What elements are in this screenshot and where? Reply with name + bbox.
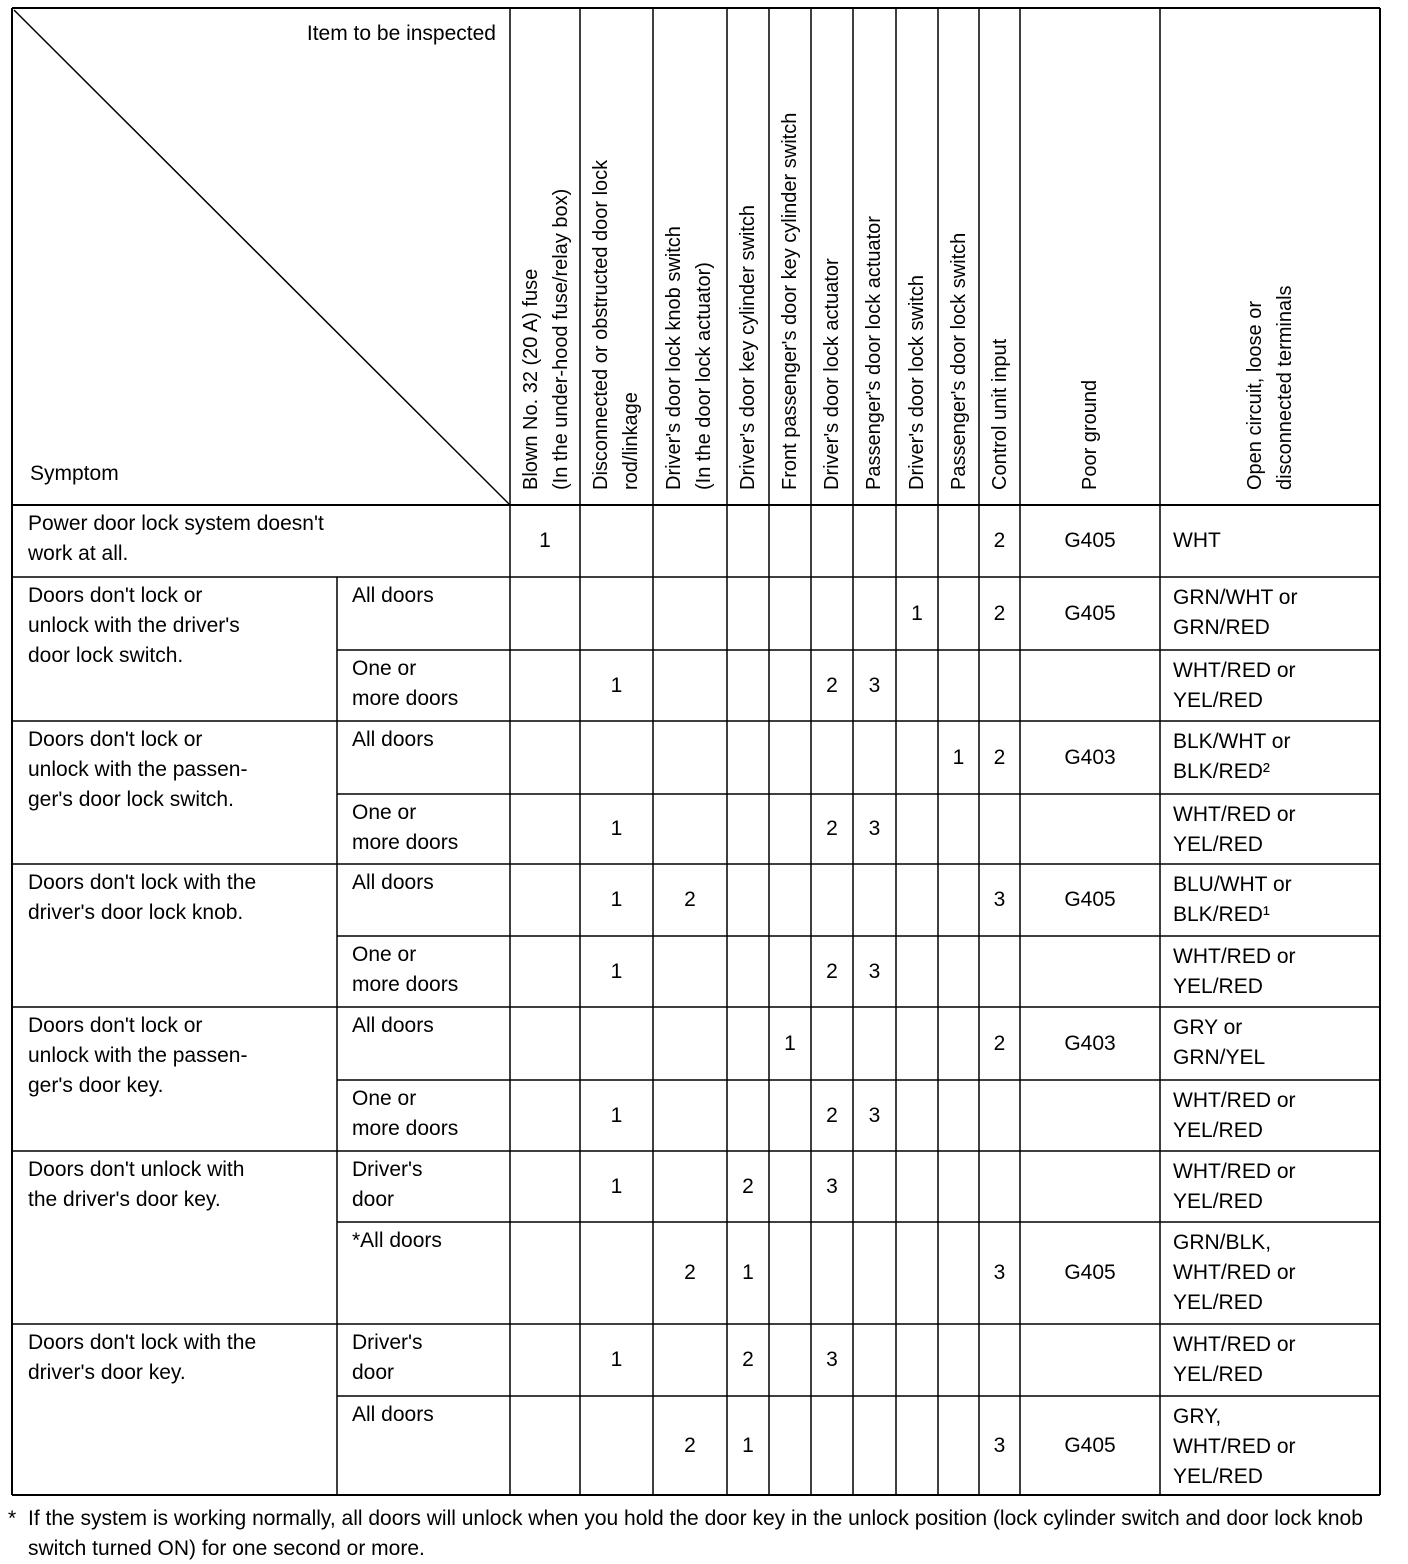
- column-header: Disconnected or obstructed door lock rod/linkage: [590, 159, 642, 490]
- header-diagonal: [14, 10, 510, 505]
- priority-value: 2: [684, 1261, 696, 1284]
- terminals-cell: WHT/RED or YEL/RED: [1173, 659, 1296, 712]
- priority-value: 1: [610, 888, 623, 911]
- priority-value: 3: [826, 1174, 838, 1198]
- ground-value: G405: [1064, 1433, 1116, 1457]
- condition-cell: Driver's door: [352, 1331, 423, 1384]
- terminals-cell: WHT/RED or YEL/RED: [1173, 945, 1296, 998]
- priority-value: 2: [993, 1031, 1006, 1055]
- symptom-cell: Doors don't lock or unlock with the passen- ger's door lock switch.: [28, 728, 248, 811]
- condition-cell: *All doors: [352, 1229, 442, 1252]
- terminals-cell: GRN/BLK, WHT/RED or YEL/RED: [1173, 1231, 1296, 1314]
- priority-value: 1: [539, 529, 551, 552]
- terminals-cell: BLU/WHT or BLK/RED¹: [1173, 873, 1292, 926]
- priority-value: 2: [993, 601, 1006, 625]
- priority-value: 3: [868, 673, 881, 697]
- symptom-cell: Power door lock system doesn't work at all.: [28, 512, 324, 565]
- ground-value: G405: [1064, 601, 1116, 625]
- symptom-cell: Doors don't unlock with the driver's door key.: [28, 1158, 245, 1211]
- footnote-marker: *: [8, 1507, 17, 1530]
- priority-value: 3: [868, 817, 881, 840]
- priority-value: 1: [610, 1174, 623, 1198]
- terminals-cell: WHT/RED or YEL/RED: [1173, 1333, 1296, 1386]
- condition-cell: One or more doors: [352, 801, 459, 854]
- priority-value: 1: [952, 745, 965, 769]
- priority-value: 2: [826, 1103, 838, 1127]
- column-header: Driver's door lock actuator: [821, 258, 843, 490]
- priority-value: 3: [993, 1433, 1006, 1457]
- column-header: Control unit input: [989, 338, 1011, 490]
- priority-value: 3: [826, 1348, 838, 1371]
- ground-value: G405: [1064, 888, 1116, 911]
- column-header: Front passenger's door key cylinder switch: [779, 112, 801, 490]
- priority-value: 2: [826, 959, 838, 983]
- terminals-cell: WHT/RED or YEL/RED: [1173, 1160, 1296, 1213]
- terminals-cell: GRN/WHT or GRN/RED: [1173, 586, 1298, 639]
- priority-value: 3: [993, 888, 1006, 911]
- priority-value: 1: [610, 959, 623, 983]
- column-header: Driver's door key cylinder switch: [737, 204, 759, 490]
- terminals-cell: WHT/RED or YEL/RED: [1173, 803, 1296, 856]
- condition-cell: All doors: [352, 584, 434, 607]
- column-header: Passenger's door lock actuator: [863, 216, 885, 490]
- ground-value: G405: [1064, 1261, 1116, 1284]
- condition-cell: One or more doors: [352, 657, 459, 710]
- symptom-cell: Doors don't lock or unlock with the driver's door lock switch.: [28, 584, 240, 667]
- priority-value: 2: [684, 1433, 696, 1457]
- condition-cell: All doors: [352, 871, 434, 894]
- symptom-label: Symptom: [30, 462, 119, 485]
- priority-value: 3: [993, 1261, 1006, 1284]
- footnote-text: If the system is working normally, all doors will unlock when you hold the door key in the unlock position (lock cylinder switch and door lock knob switch turned ON) for one second or more.: [28, 1507, 1363, 1560]
- priority-value: 1: [742, 1433, 754, 1457]
- priority-value: 1: [742, 1261, 754, 1284]
- ground-value: G405: [1064, 529, 1116, 552]
- condition-cell: Driver's door: [352, 1158, 423, 1211]
- priority-value: 1: [610, 817, 623, 840]
- terminals-cell: BLK/WHT or BLK/RED²: [1173, 730, 1291, 783]
- column-header: Open circuit, loose or disconnected terminals: [1244, 285, 1296, 490]
- priority-value: 1: [610, 1103, 623, 1127]
- priority-value: 2: [684, 888, 696, 911]
- terminals-cell: GRY, WHT/RED or YEL/RED: [1173, 1405, 1296, 1488]
- symptom-cell: Doors don't lock or unlock with the passen- ger's door key.: [28, 1014, 248, 1097]
- column-header: Driver's door lock knob switch (In the door lock actuator): [663, 226, 715, 490]
- priority-value: 2: [742, 1174, 754, 1198]
- condition-cell: All doors: [352, 728, 434, 751]
- priority-value: 2: [993, 745, 1006, 769]
- column-header: Poor ground: [1079, 379, 1101, 490]
- priority-value: 2: [826, 817, 838, 840]
- priority-value: 1: [784, 1031, 796, 1055]
- priority-value: 2: [826, 673, 838, 697]
- priority-value: 2: [742, 1348, 754, 1371]
- condition-cell: One or more doors: [352, 943, 459, 996]
- terminals-cell: WHT/RED or YEL/RED: [1173, 1089, 1296, 1142]
- priority-value: 1: [610, 673, 623, 697]
- item-inspected-label: Item to be inspected: [306, 22, 496, 45]
- priority-value: 3: [868, 1103, 881, 1127]
- priority-value: 1: [911, 601, 923, 625]
- terminals-cell: GRY or GRN/YEL: [1173, 1016, 1266, 1069]
- condition-cell: All doors: [352, 1014, 434, 1037]
- column-header: Blown No. 32 (20 A) fuse (In the under-hood fuse/relay box): [520, 188, 572, 490]
- terminals-cell: WHT: [1173, 529, 1221, 552]
- ground-value: G403: [1064, 745, 1116, 769]
- symptom-cell: Doors don't lock with the driver's door key.: [28, 1331, 257, 1384]
- footnote: [8, 1504, 1403, 1564]
- priority-value: 2: [993, 529, 1006, 552]
- priority-value: 1: [610, 1348, 623, 1371]
- priority-value: 3: [868, 959, 881, 983]
- column-header: Passenger's door lock switch: [948, 232, 970, 490]
- condition-cell: All doors: [352, 1403, 434, 1426]
- condition-cell: One or more doors: [352, 1087, 459, 1140]
- ground-value: G403: [1064, 1031, 1116, 1055]
- symptom-cell: Doors don't lock with the driver's door lock knob.: [28, 871, 257, 924]
- column-header: Driver's door lock switch: [906, 275, 928, 490]
